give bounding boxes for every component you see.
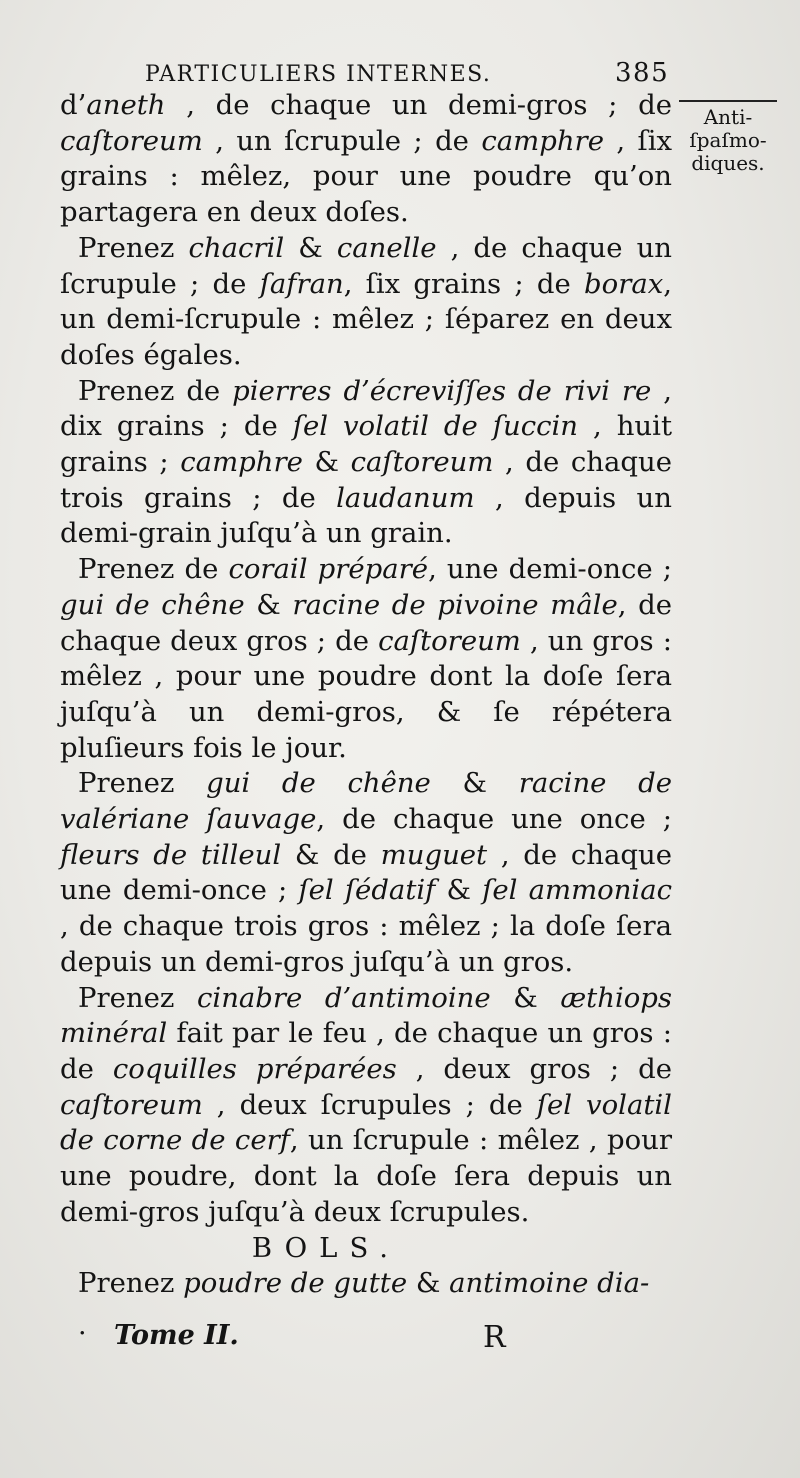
paragraph: Prenez poudre de gutte & antimoine dia- [78,1267,650,1300]
italic-term: muguet [380,838,488,871]
paragraph: Prenez de corail préparé, une demi-once ; gui de chêne & racine de pivoine mâle, de chaque deux gros ; de caſtoreum , un gros : mêlez , pour une poudre dont la doſe ſera juſqu’à un demi-gros, & ſe répétera pluſieurs fois le jour. [60,553,672,764]
italic-term: borax [584,267,664,300]
italic-term: cinabre d’antimoine [197,981,491,1014]
italic-term: coquilles préparées [112,1052,397,1085]
margin-rule [679,100,777,102]
italic-term: gui de chêne [206,767,431,800]
margin-note-line: ſpaſmo- [689,128,767,152]
section-heading: BOLS. [251,1231,401,1264]
italic-term: canelle [336,231,437,264]
italic-term: camphre [180,446,303,479]
italic-term: camphre [481,124,604,157]
paragraph: Prenez cinabre d’antimoine & æthiops minéral fait par le feu , de chaque un gros : de coquilles préparées , deux gros ; de caſtoreum , deux ſcrupules ; de ſel volatil de corne de cerf, un ſcrupule : mêlez , pour une poudre, dont la doſe ſera depuis un demi-gros juſqu’à deux ſcrupules. [60,981,673,1228]
running-title: PARTICULIERS INTERNES. [145,62,492,87]
italic-term: corail préparé [228,553,429,586]
margin-note-line: diques. [691,151,765,175]
paragraph: Prenez chacril & canelle , de chaque un ſcrupule ; de ſafran, ſix grains ; de borax, un demi-ſcrupule : mêlez ; ſéparez en deux doſes égales. [60,231,673,371]
body-text [60,88,672,1302]
footer-dot: · [78,1318,87,1349]
volume-label: Tome II. [114,1320,239,1351]
paragraph: Prenez de pierres d’écreviſſes de rivi re , dix grains ; de ſel volatil de ſuccin , huit grains ; camphre & caſtoreum , de chaque trois grains ; de laudanum , depuis un demi-grain juſqu’à un grain. [60,374,673,550]
italic-term: ſafran [259,267,344,300]
italic-term: ſel ſédatif [298,874,436,907]
italic-term: ſel ammoniac [482,874,673,907]
italic-term: gui de chêne [60,588,245,621]
italic-term: ſel volatil de ſuccin [292,410,578,443]
italic-term: fleurs de tilleul [60,838,282,871]
paragraph: d’aneth , de chaque un demi-gros ; de caſtoreum , un ſcrupule ; de camphre , ſix grains : mêlez, pour une poudre qu’on partagera en deux doſes. [60,89,672,229]
italic-term: racine de valériane ſauvage [60,767,672,836]
italic-term: æthiops minéral [60,981,673,1050]
italic-term: aneth [86,89,166,121]
page-footer [78,1320,678,1360]
italic-term: poudre de gutte [183,1267,408,1300]
italic-term: pierres d’écreviſſes de rivi re [232,374,652,407]
paragraph: Prenez gui de chêne & racine de valériane ſauvage, de chaque une once ; fleurs de tilleul & de muguet , de chaque une demi-once ; ſel ſédatif & ſel ammoniac , de chaque trois gros : mêlez ; la doſe ſera depuis un demi-gros juſqu’à un gros. [60,767,673,978]
page-number: 385 [615,58,670,88]
signature-mark: R [483,1320,506,1355]
italic-term: laudanum [336,481,475,514]
italic-term: caſtoreum [350,446,494,479]
italic-term: caſtoreum [60,124,203,157]
margin-note-line: Anti- [703,105,753,129]
italic-term: antimoine dia- [449,1267,650,1300]
italic-term: caſtoreum [60,1088,203,1121]
italic-term: chacril [188,231,285,264]
italic-term: ſel volatil de corne de cerf [60,1088,672,1157]
italic-term: caſtoreum [378,624,521,657]
italic-term: racine de pivoine mâle [292,588,618,621]
margin-note [668,100,788,175]
